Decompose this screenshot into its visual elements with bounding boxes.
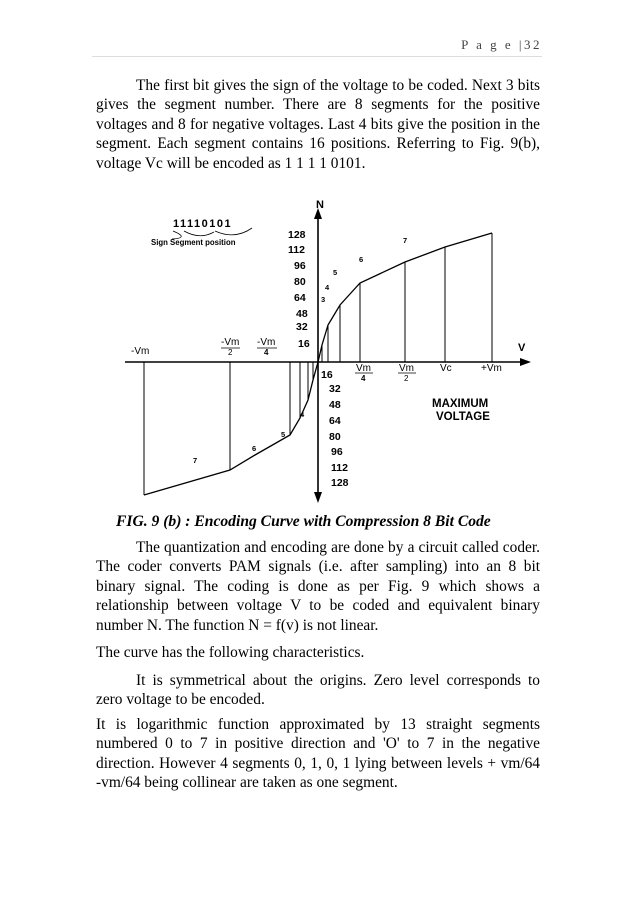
segment-number: 5 <box>333 268 338 277</box>
positive-segment-numbers <box>321 236 407 304</box>
level-label: 64 <box>294 292 306 304</box>
negative-level-labels <box>321 369 349 489</box>
pos-vm-label: +Vm <box>481 363 502 374</box>
paragraph-symmetry: It is symmetrical about the origins. Zero level corresponds to zero voltage to be encoded. <box>96 672 540 709</box>
v-axis-label: V <box>518 342 526 354</box>
level-label: 80 <box>294 276 306 288</box>
code-legend: Sign Segment position <box>151 238 236 247</box>
positive-level-labels <box>288 229 310 350</box>
neg-vm2-num: -Vm <box>221 337 240 348</box>
paragraph-coder: The quantization and encoding are done by a circuit called coder. The coder converts PAM signals (i.e. after sampling) into an 8 bit binary signal. The coding is done as per Fig. 9 which shows a relationship between voltage V to be coded and equivalent binary number N. The function N = f(v) is not linear. <box>96 539 540 634</box>
page-label: P a g e <box>461 37 514 52</box>
negative-curve <box>144 362 318 495</box>
level-label: 96 <box>331 446 343 458</box>
level-label: 112 <box>331 462 348 474</box>
max-voltage-line2: VOLTAGE <box>436 411 490 423</box>
level-label: 128 <box>288 229 306 241</box>
pos-vm4-den: 4 <box>361 374 366 383</box>
n-axis-arrow-down <box>314 492 322 503</box>
level-label: 32 <box>296 321 308 333</box>
pos-vm4-num: Vm <box>356 363 371 374</box>
level-label: 96 <box>294 260 306 272</box>
level-label: 112 <box>288 244 305 256</box>
level-label: 48 <box>329 399 341 411</box>
vc-label: Vc <box>440 363 452 374</box>
neg-vm4-den: 4 <box>264 348 269 357</box>
segment-number: 6 <box>252 444 257 453</box>
level-label: 80 <box>329 431 341 443</box>
level-label: 16 <box>298 338 310 350</box>
negative-voltage-labels <box>131 337 277 357</box>
segment-number: 3 <box>321 295 326 304</box>
level-label: 64 <box>329 415 341 427</box>
neg-vm-label: -Vm <box>131 346 150 357</box>
segment-number: 5 <box>281 430 286 439</box>
max-voltage-line1: MAXIMUM <box>432 398 489 410</box>
paragraph-characteristics: The curve has the following characteristics. <box>96 644 365 661</box>
segment-number: 4 <box>325 283 330 292</box>
segment-number: 7 <box>403 236 408 245</box>
positive-voltage-labels <box>355 363 502 383</box>
v-axis-arrow <box>520 358 531 366</box>
level-label: 48 <box>296 308 308 320</box>
segment-number: 4 <box>300 410 305 419</box>
neg-vm2-den: 2 <box>228 348 233 357</box>
level-label: 128 <box>331 477 349 489</box>
n-axis-label: N <box>316 199 324 211</box>
level-label: 16 <box>321 369 333 381</box>
paragraph-logarithmic: It is logarithmic function approximated by 13 straight segments numbered 0 to 7 in positive direction and 'O' to 7 in the negative direction. However 4 segments 0, 1, 0, 1 lying between levels + vm/64 -vm/64 being collinear are taken as one segment. <box>96 716 540 792</box>
level-label: 32 <box>329 383 341 395</box>
segment-number: 7 <box>193 456 198 465</box>
code-bits: 11110101 <box>173 218 233 230</box>
segment-number: 6 <box>359 255 364 264</box>
code-brace-segment <box>184 231 214 236</box>
figure-caption: FIG. 9 (b) : Encoding Curve with Compression 8 Bit Code <box>116 513 491 530</box>
neg-vm4-num: -Vm <box>257 337 276 348</box>
pos-vm2-num: Vm <box>399 363 414 374</box>
page-separator: | <box>518 37 524 52</box>
negative-segment-numbers <box>193 410 305 465</box>
page-number: 32 <box>524 37 542 52</box>
pos-vm2-den: 2 <box>404 374 409 383</box>
paragraph-intro: The first bit gives the sign of the voltage to be coded. Next 3 bits gives the segment number. There are 8 segments for the positive voltages and 8 for negative voltages. Last 4 bits give the position in the segment. Each segment contains 16 positions. Referring to Fig. 9(b), voltage Vc will be encoded as 1 1 1 1 0101. <box>96 77 540 172</box>
